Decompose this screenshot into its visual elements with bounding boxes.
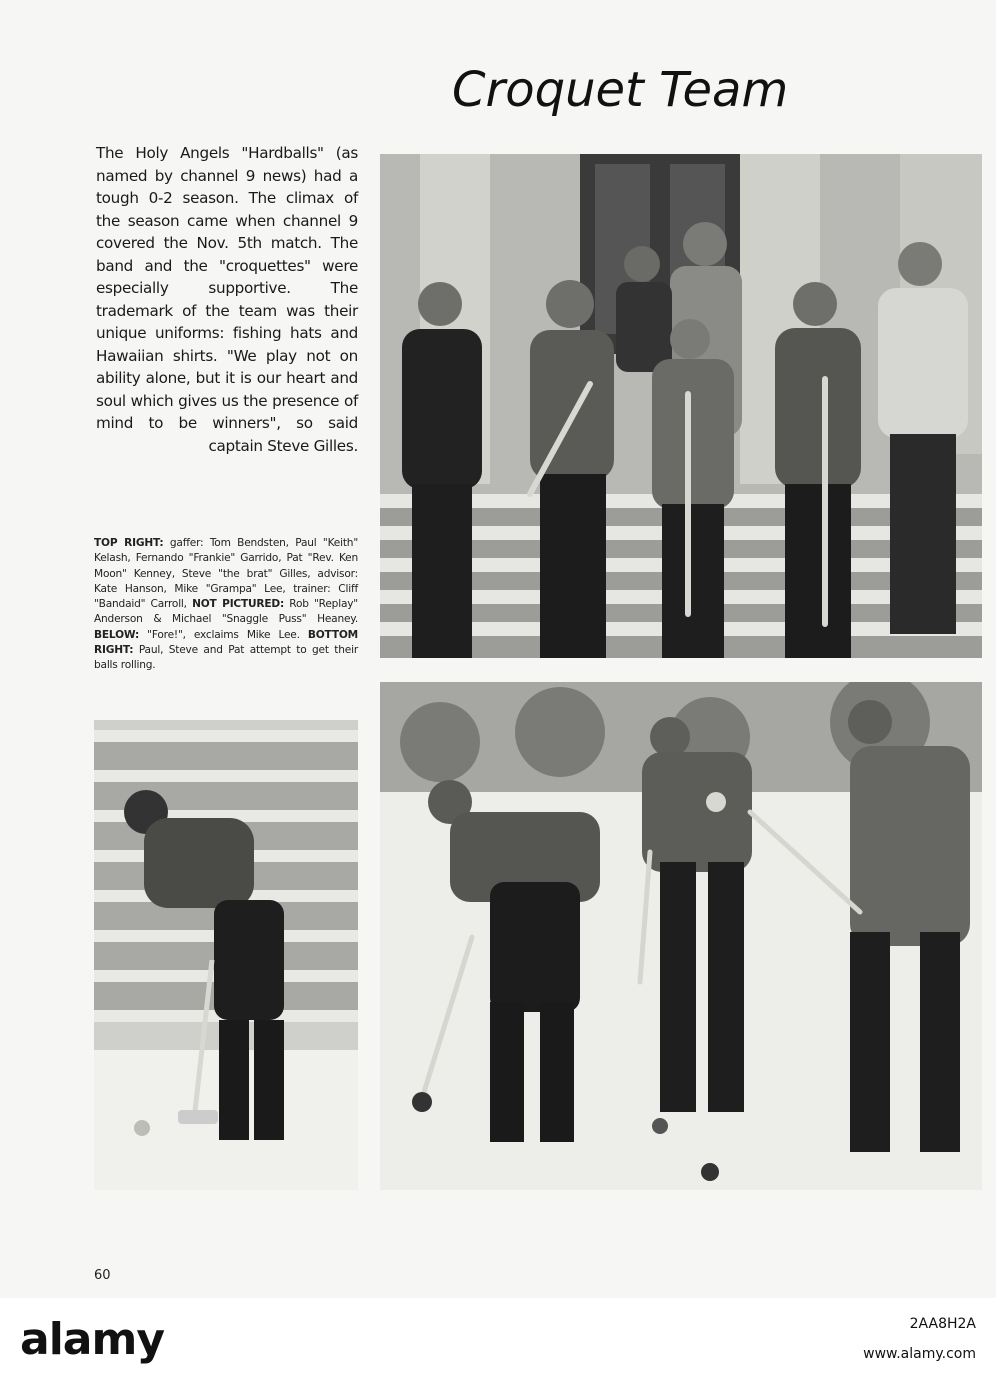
- caption-label-not-pictured: NOT PICTURED:: [192, 598, 285, 611]
- balls-rolling-photo-image: [380, 682, 982, 1190]
- caption-text-not-pictured: Rob "Replay" Anderson & Michael "Snaggle Puss" Heaney.: [94, 598, 358, 626]
- article-body: The Holy Angels "Hardballs" (as named by channel 9 news) had a tough 0-2 season. The climax of the season came when channel 9 covered the Nov. 5th match. The band and the "croquettes" were especially supportive. The trademark of the team was their unique uniforms: fishing hats and Hawaiian shirts. "We play not on ability alone, but it is our heart and soul which gives us the presence of mind to be winners", so said captain Steve Gilles.: [96, 144, 358, 455]
- page-number: 60: [94, 1268, 111, 1283]
- watermark-footer: [0, 1298, 996, 1390]
- caption-label-bottom-right: BOTTOM RIGHT:: [94, 628, 358, 657]
- caption-text-top-right: gaffer: Tom Bendsten, Paul "Keith" Kelash, Fernando "Frankie" Garrido, Pat "Rev. Ken Moon" Kenney, Steve "the brat" Gilles, advisor: Kate Hanson, Mike "Grampa" Lee, trainer: Cliff "Bandaid" Carroll,: [94, 537, 358, 611]
- caption-label-top-right: TOP RIGHT:: [94, 537, 164, 549]
- fore-photo-image: [94, 720, 358, 1190]
- caption-label-below: BELOW:: [94, 628, 140, 641]
- caption-text-bottom-right: Paul, Steve and Pat attempt to get their balls rolling.: [94, 644, 358, 672]
- caption-text-below: "Fore!", exclaims Mike Lee.: [139, 628, 308, 641]
- photo-caption: [94, 536, 358, 674]
- site-url: www.alamy.com: [863, 1346, 976, 1362]
- image-id: 2AA8H2A: [909, 1316, 976, 1332]
- fore-photo: [94, 720, 358, 1190]
- page-title: Croquet Team: [452, 62, 789, 118]
- team-group-photo: [380, 154, 982, 658]
- alamy-logo: alamy: [20, 1314, 164, 1365]
- team-group-photo-image: [380, 154, 982, 658]
- balls-rolling-photo: [380, 682, 982, 1190]
